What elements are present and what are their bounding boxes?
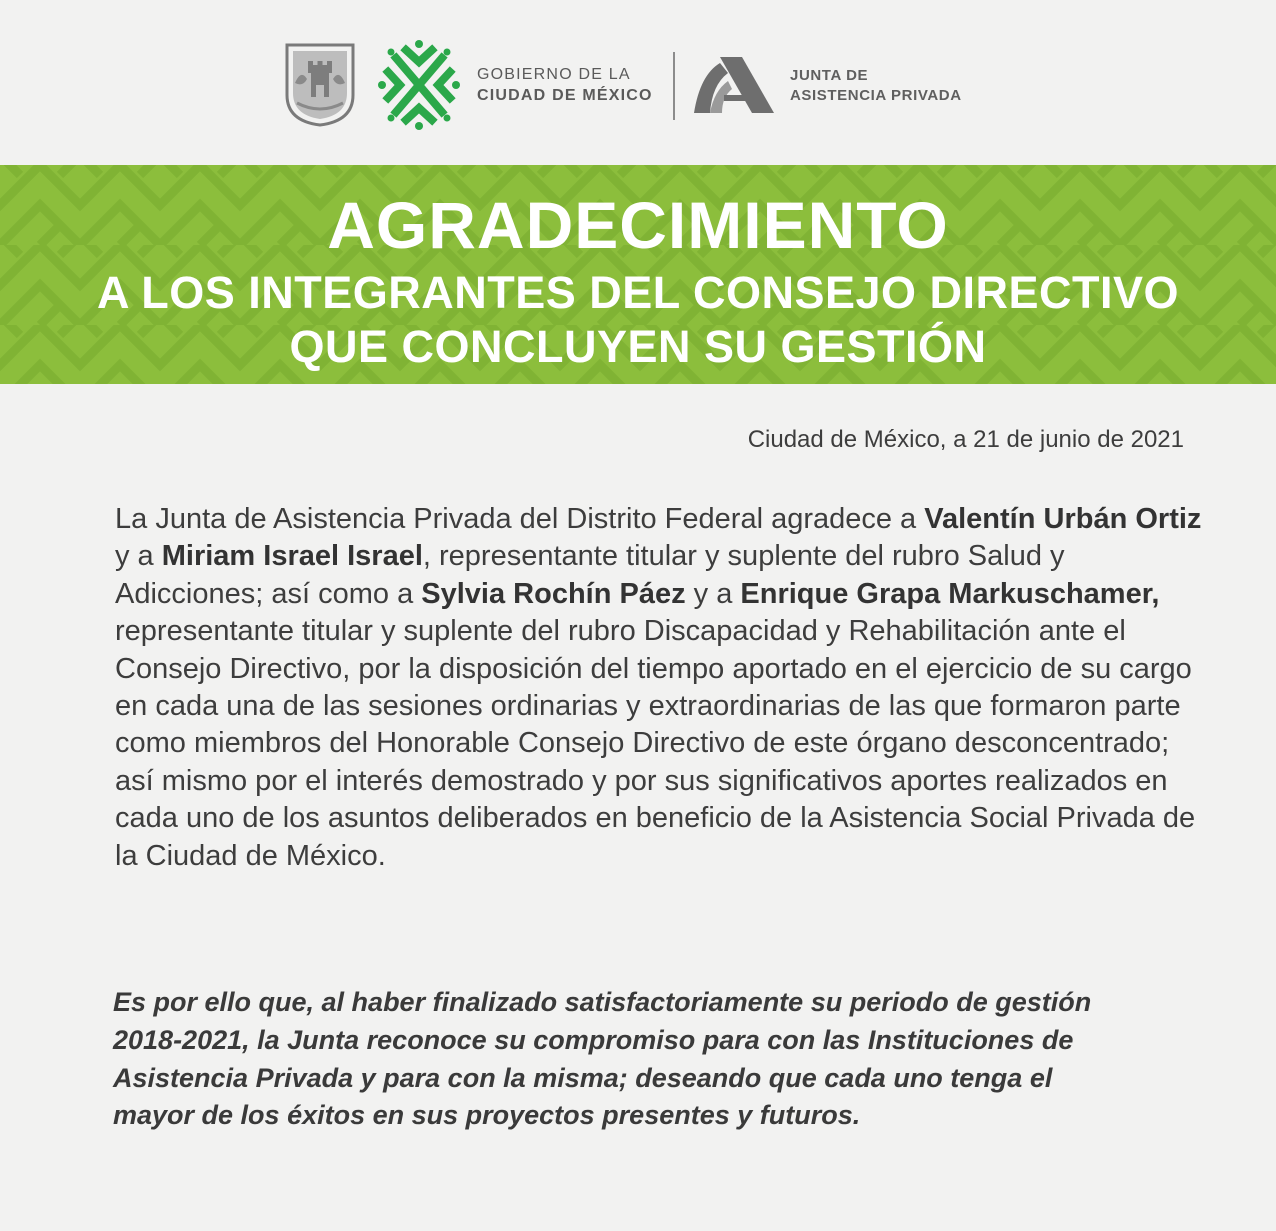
banner-title: AGRADECIMIENTO [327, 188, 949, 262]
paragraph-middle: , representante titular y suplente del rubro Salud y Adicciones; así como a [115, 540, 1065, 610]
header-logos [0, 0, 1276, 165]
jap-logo-icon [690, 55, 774, 115]
paragraph-intro: La Junta de Asistencia Privada del Distrito Federal agradece a [115, 503, 925, 535]
paragraph-connector: y a [685, 577, 741, 610]
paragraph-connector: y a [115, 540, 162, 573]
acknowledgement-paragraph [115, 501, 1205, 875]
junta-line-2: ASISTENCIA PRIVADA [790, 87, 962, 104]
coat-of-arms-icon [285, 43, 355, 127]
honoree-name: Sylvia Rochín Páez [421, 577, 686, 610]
banner-subtitle-line-2: QUE CONCLUYEN SU GESTIÓN [289, 321, 987, 372]
cdmx-logo-icon [378, 40, 460, 130]
jap-wordmark [790, 66, 962, 106]
paragraph-rest: representante titular y suplente del rubro Discapacidad y Rehabilitación ante el Consejo Directivo, por la disposición del tiempo aportado en el ejercicio de su cargo en cada una de las sesiones ordinarias y extraordinarias de las que formaron parte como miembros del Honorable Consejo Directivo de este órgano desconcentrado; así mismo por el interés demostrado y por sus significativos aportes realizados en cada uno de los asuntos deliberados en beneficio de la Asistencia Social Privada de la Ciudad de México. [115, 615, 1196, 872]
banner-subtitle-line-1: A LOS INTEGRANTES DEL CONSEJO DIRECTIVO [96, 267, 1180, 318]
logo-divider [673, 52, 675, 120]
title-banner [0, 165, 1276, 384]
gobierno-line-2: CIUDAD DE MÉXICO [477, 87, 653, 104]
closing-paragraph: Es por ello que, al haber finalizado satisfactoriamente su periodo de gestión 2018-2021, la Junta reconoce su compromiso para con las Instituciones de Asistencia Privada y para con la misma; deseando que cada uno tenga el mayor de los éxitos en sus proyectos presentes y futuros. [113, 987, 1092, 1131]
letter-date: Ciudad de México, a 21 de junio de 2021 [747, 426, 1184, 453]
gobierno-cdmx-wordmark [477, 64, 653, 106]
honoree-name: Valentín Urbán Ortiz [924, 503, 1202, 535]
honoree-name: Enrique Grapa Markuschamer, [740, 577, 1160, 610]
junta-line-1: JUNTA DE [790, 67, 869, 84]
honoree-name: Miriam Israel Israel [161, 540, 423, 573]
gobierno-line-1: GOBIERNO DE LA [477, 66, 631, 83]
